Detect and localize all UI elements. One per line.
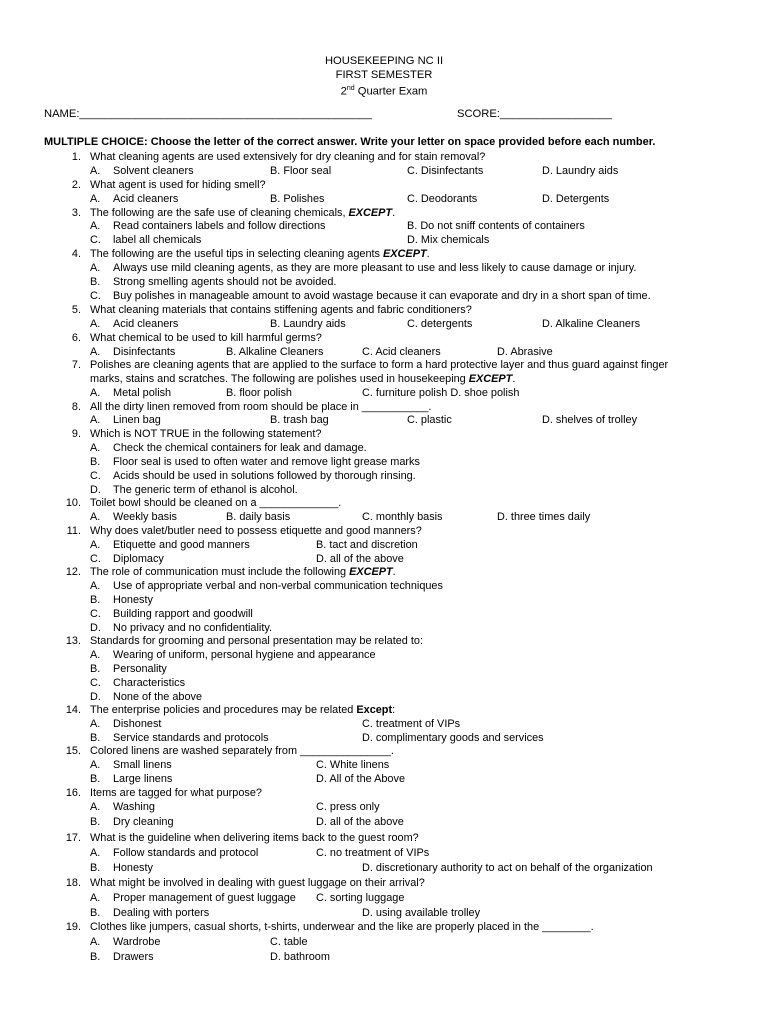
answer-option: Acid cleaners [113,318,179,330]
option-letter: B. [90,816,101,828]
answer-option: B. tact and discretion [316,539,418,551]
option-letter: B. [90,456,101,468]
name-field[interactable]: NAME:_______________________________________________ [44,108,372,120]
answer-option: B. Do not sniff contents of containers [407,220,585,232]
answer-option: The generic term of ethanol is alcohol. [113,484,298,496]
exam-quarter: 2nd Quarter Exam [340,85,428,98]
question-text: The following are the safe use of cleaning chemicals, EXCEPT. [90,207,396,219]
option-letter: B. [90,732,101,744]
question-number: 10. [65,497,81,509]
answer-option: Service standards and protocols [113,732,269,744]
question-text [90,524,422,538]
question-number: 6. [71,332,81,344]
question-number: 15. [65,745,81,757]
option-letter: A. [90,442,101,454]
question-text: The following are the useful tips in selecting cleaning agents EXCEPT. [90,248,430,260]
answer-option: C. plastic [407,414,452,426]
question-stem: All the dirty linen removed from room should be place in ___________. [90,401,432,413]
option-letter: B. [90,862,101,874]
question-text [90,178,266,192]
answer-option: D. Mix chemicals [407,234,490,246]
answer-option: D. Detergents [542,193,610,205]
answer-option: Honesty [113,594,153,606]
option-letter: C. [90,470,101,482]
answer-option: Check the chemical containers for leak and damage. [113,442,367,454]
question-stem: The role of communication must include the following [90,566,350,578]
question-stem: Toilet bowl should be cleaned on a _____________. [90,497,342,509]
option-letter: B. [90,773,101,785]
question-number: 5. [71,304,81,316]
option-letter: B. [90,663,101,675]
answer-option: Follow standards and protocol [113,847,259,859]
option-letter: A. [90,892,101,904]
option-letter: C. [90,290,101,302]
question-stem: What might be involved in dealing with guest luggage on their arrival? [90,877,425,889]
answer-option: D. discretionary authority to act on behalf of the organization [362,862,653,874]
answer-option: B. floor polish [226,387,292,399]
answer-option: Etiquette and good manners [113,539,250,551]
answer-option: D. bathroom [270,951,330,963]
answer-option: D. all of the above [316,553,404,565]
answer-option: Personality [113,663,167,675]
exam-title: HOUSEKEEPING NC II [324,55,444,67]
answer-option: C. monthly basis [362,511,443,523]
question-number: 2. [71,179,81,191]
answer-option: D. using available trolley [362,907,481,919]
question-text [90,634,423,648]
emphasis: EXCEPT [468,373,513,385]
answer-option: Use of appropriate verbal and non-verbal communication techniques [113,580,443,592]
option-letter: A. [90,759,101,771]
answer-option: Building rapport and goodwill [113,608,253,620]
option-letter: B. [90,276,101,288]
option-letter: A. [90,387,101,399]
emphasis: EXCEPT [349,566,393,578]
answer-option: C. Disinfectants [407,165,484,177]
answer-option: B. Floor seal [270,165,332,177]
answer-option: Proper management of guest luggage [113,892,296,904]
question-number: 19. [65,921,81,933]
answer-option: Drawers [113,951,154,963]
question-text: The role of communication must include the following EXCEPT. [90,566,396,578]
answer-option: Dishonest [113,718,162,730]
answer-option: None of the above [113,691,203,703]
option-letter: B. [90,594,101,606]
answer-option: Washing [113,801,155,813]
answer-option: C. furniture polish D. shoe polish [362,387,520,399]
answer-option: Floor seal is used to often water and remove light grease marks [113,456,420,468]
answer-option: B. Laundry aids [270,318,346,330]
option-letter: A. [90,801,101,813]
answer-option: D. complimentary goods and services [362,732,544,744]
option-letter: A. [90,847,101,859]
answer-option: Wardrobe [113,936,161,948]
question-text: The enterprise policies and procedures may be related Except: [90,704,396,716]
option-letter: C. [90,234,101,246]
answer-option: Dry cleaning [113,816,174,828]
question-stem: Polishes are cleaning agents that are applied to the surface to form a hard protective layer and thus guard against finger [90,359,669,371]
question-number: 12. [65,566,81,578]
question-stem: Items are tagged for what purpose? [90,787,262,799]
answer-option: Strong smelling agents should not be avoided. [113,276,337,288]
answer-option: Wearing of uniform, personal hygiene and appearance [113,649,376,661]
answer-option: D. All of the Above [316,773,405,785]
option-letter: A. [90,318,101,330]
answer-option: Disinfectants [113,346,176,358]
question-text [90,358,668,372]
emphasis: EXCEPT [383,248,427,260]
question-stem: Which is NOT TRUE in the following statement? [90,428,322,440]
instructions: MULTIPLE CHOICE: Choose the letter of the correct answer. Write your letter on space provided before each number. [44,136,656,148]
answer-option: Large linens [113,773,173,785]
answer-option: Linen bag [113,414,161,426]
answer-option: Small linens [113,759,172,771]
question-stem: The following are the useful tips in selecting cleaning agents [90,248,384,260]
question-continuation: marks, stains and scratches. The following are polishes used in housekeeping EXCEPT. [90,373,516,385]
answer-option: Metal polish [113,387,172,399]
answer-option: D. Abrasive [497,346,553,358]
option-letter: B. [90,907,101,919]
question-text [90,786,262,800]
question-stem: What agent is used for hiding smell? [90,179,266,191]
answer-option: Acids should be used in solutions followed by thorough rinsing. [113,470,416,482]
answer-option: B. Polishes [270,193,325,205]
question-number: 3. [71,207,81,219]
option-letter: A. [90,649,101,661]
answer-option: Acid cleaners [113,193,179,205]
answer-option: Characteristics [113,677,186,689]
question-number: 9. [71,428,81,440]
question-stem: What cleaning materials that contains stiffening agents and fabric conditioners? [90,304,472,316]
option-letter: A. [90,262,101,274]
option-letter: C. [90,608,101,620]
option-letter: D. [90,622,101,634]
question-text [90,400,431,414]
option-letter: A. [90,346,101,358]
option-letter: D. [90,691,101,703]
answer-option: C. White linens [316,759,390,771]
option-letter: A. [90,511,101,523]
answer-option: C. sorting luggage [316,892,405,904]
option-letter: A. [90,580,101,592]
answer-option: D. Alkaline Cleaners [542,318,641,330]
answer-option: C. press only [316,801,380,813]
answer-option: No privacy and no confidentiality. [113,622,273,634]
option-letter: A. [90,414,101,426]
option-letter: A. [90,936,101,948]
question-text [90,496,341,510]
question-number: 13. [65,635,81,647]
answer-option: D. three times daily [497,511,591,523]
question-stem: What chemical to be used to kill harmful germs? [90,332,322,344]
question-stem: What is the guideline when delivering items back to the guest room? [90,832,419,844]
answer-option: Diplomacy [113,553,164,565]
question-number: 17. [65,832,81,844]
answer-option: Honesty [113,862,153,874]
answer-option: Read containers labels and follow directions [113,220,326,232]
score-field[interactable]: SCORE:__________________ [457,108,612,120]
option-letter: A. [90,165,101,177]
answer-option: Dealing with porters [113,907,210,919]
answer-option: B. trash bag [270,414,329,426]
answer-option: D. all of the above [316,816,404,828]
answer-option: C. Acid cleaners [362,346,441,358]
question-stem: Clothes like jumpers, casual shorts, t-shirts, underwear and the like are properly placed in the ________. [90,921,594,933]
option-letter: B. [90,951,101,963]
emphasis: EXCEPT [348,207,393,219]
question-text [90,150,485,164]
answer-option: C. Deodorants [407,193,478,205]
question-number: 1. [71,151,81,163]
question-number: 8. [71,401,81,413]
option-letter: C. [90,553,101,565]
question-text [90,920,594,934]
question-number: 18. [65,877,81,889]
answer-option: Buy polishes in manageable amount to avoid wastage because it can evaporate and dry in a short span of time. [113,290,651,302]
question-number: 4. [71,248,81,260]
option-letter: D. [90,484,101,496]
question-number: 7. [71,359,81,371]
question-stem: The following are the safe use of cleaning chemicals, [90,207,349,219]
option-letter: C. [90,677,101,689]
question-text [90,876,425,890]
question-number: 14. [65,704,81,716]
question-number: 11. [66,525,81,537]
answer-option: Always use mild cleaning agents, as they are more pleasant to use and less likely to cause damage or injury. [113,262,637,274]
answer-option: C. detergents [407,318,473,330]
answer-option: C. no treatment of VIPs [316,847,430,859]
exam-semester: FIRST SEMESTER [335,69,433,81]
question-number: 16. [65,787,81,799]
answer-option: Weekly basis [113,511,177,523]
answer-option: D. Laundry aids [542,165,619,177]
question-text [90,303,472,317]
question-stem: What cleaning agents are used extensively for dry cleaning and for stain removal? [90,151,486,163]
answer-option: Solvent cleaners [113,165,194,177]
question-stem: The enterprise policies and procedures may be related [90,704,357,716]
answer-option: B. daily basis [226,511,291,523]
answer-option: B. Alkaline Cleaners [226,346,324,358]
answer-option: D. shelves of trolley [542,414,638,426]
question-text [90,744,394,758]
question-stem: Standards for grooming and personal presentation may be related to: [90,635,423,647]
option-letter: A. [90,718,101,730]
question-stem: Why does valet/butler need to possess etiquette and good manners? [90,525,422,537]
answer-option: C. treatment of VIPs [362,718,461,730]
answer-option: label all chemicals [113,234,202,246]
question-text [90,831,419,845]
option-letter: A. [90,220,101,232]
question-text [90,427,321,441]
emphasis: Except [356,704,393,716]
question-stem: Colored linens are washed separately from _______________. [90,745,394,757]
option-letter: A. [90,193,101,205]
option-letter: A. [90,539,101,551]
question-text [90,331,322,345]
answer-option: C. table [270,936,308,948]
